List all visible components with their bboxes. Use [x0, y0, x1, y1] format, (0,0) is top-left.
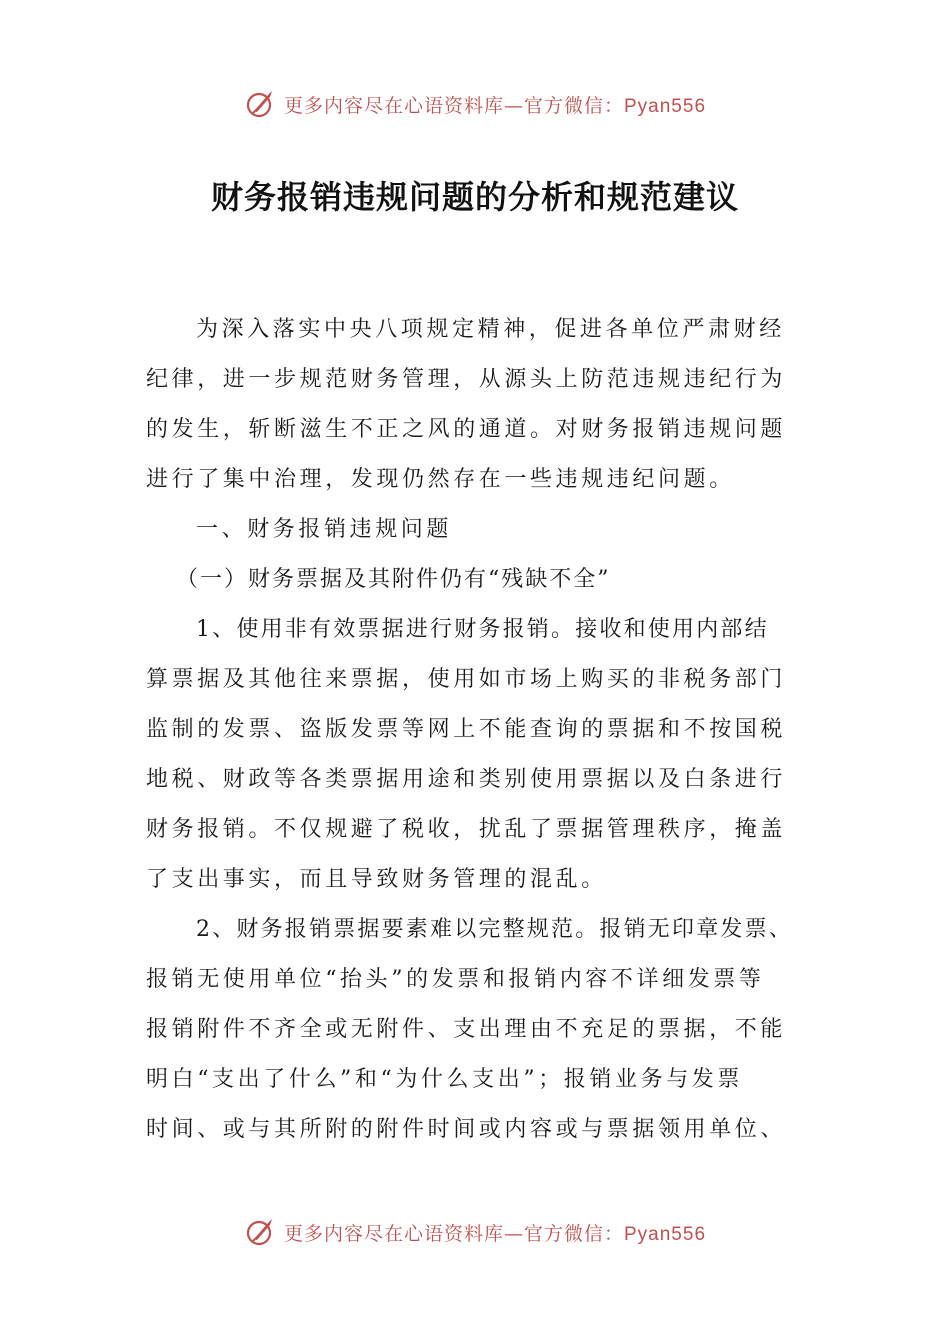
quill-logo-icon [244, 1215, 278, 1249]
section-heading: 一、财务报销违规问题 [196, 517, 453, 542]
paragraph-line: 财务报销。不仅规避了税收，扰乱了票据管理秩序，掩盖 [146, 817, 787, 842]
quill-logo-icon [244, 87, 278, 121]
document-title: 财务报销违规问题的分析和规范建议 [210, 178, 739, 216]
header-watermark-banner [0, 84, 950, 124]
watermark-text: 更多内容尽在心语资料库—官方微信：Pyan556 [283, 94, 707, 117]
paragraph-line: 报销无使用单位“抬头”的发票和报销内容不详细发票等 [146, 967, 765, 992]
paragraph-line: 纪律，进一步规范财务管理，从源头上防范违规违纪行为 [146, 367, 787, 392]
paragraph-line: 进行了集中治理，发现仍然存在一些违规违纪问题。 [146, 467, 735, 492]
footer-watermark-banner [0, 1212, 950, 1252]
subsection-heading: （一）财务票据及其附件仍有“残缺不全” [176, 567, 611, 592]
paragraph-line: 2、财务报销票据要素难以完整规范。报销无印章发票、 [196, 917, 793, 942]
paragraph-line: 了支出事实，而且导致财务管理的混乱。 [146, 867, 607, 892]
paragraph-line: 监制的发票、盗版发票等网上不能查询的票据和不按国税 [146, 717, 787, 742]
paragraph-line: 算票据及其他往来票据，使用如市场上购买的非税务部门 [146, 667, 787, 692]
paragraph-line: 为深入落实中央八项规定精神，促进各单位严肃财经 [196, 317, 785, 342]
paragraph-line: 的发生，斩断滋生不正之风的通道。对财务报销违规问题 [146, 417, 787, 442]
paragraph-line: 时间、或与其所附的附件时间或内容或与票据领用单位、 [146, 1117, 787, 1142]
paragraph-line: 地税、财政等各类票据用途和类别使用票据以及白条进行 [146, 767, 787, 792]
watermark-text: 更多内容尽在心语资料库—官方微信：Pyan556 [283, 1222, 707, 1245]
paragraph-line: 1、使用非有效票据进行财务报销。接收和使用内部结 [196, 617, 769, 642]
document-body [146, 305, 808, 1155]
paragraph-line: 明白“支出了什么”和“为什么支出”；报销业务与发票 [146, 1067, 743, 1092]
paragraph-line: 报销附件不齐全或无附件、支出理由不充足的票据，不能 [146, 1017, 787, 1042]
